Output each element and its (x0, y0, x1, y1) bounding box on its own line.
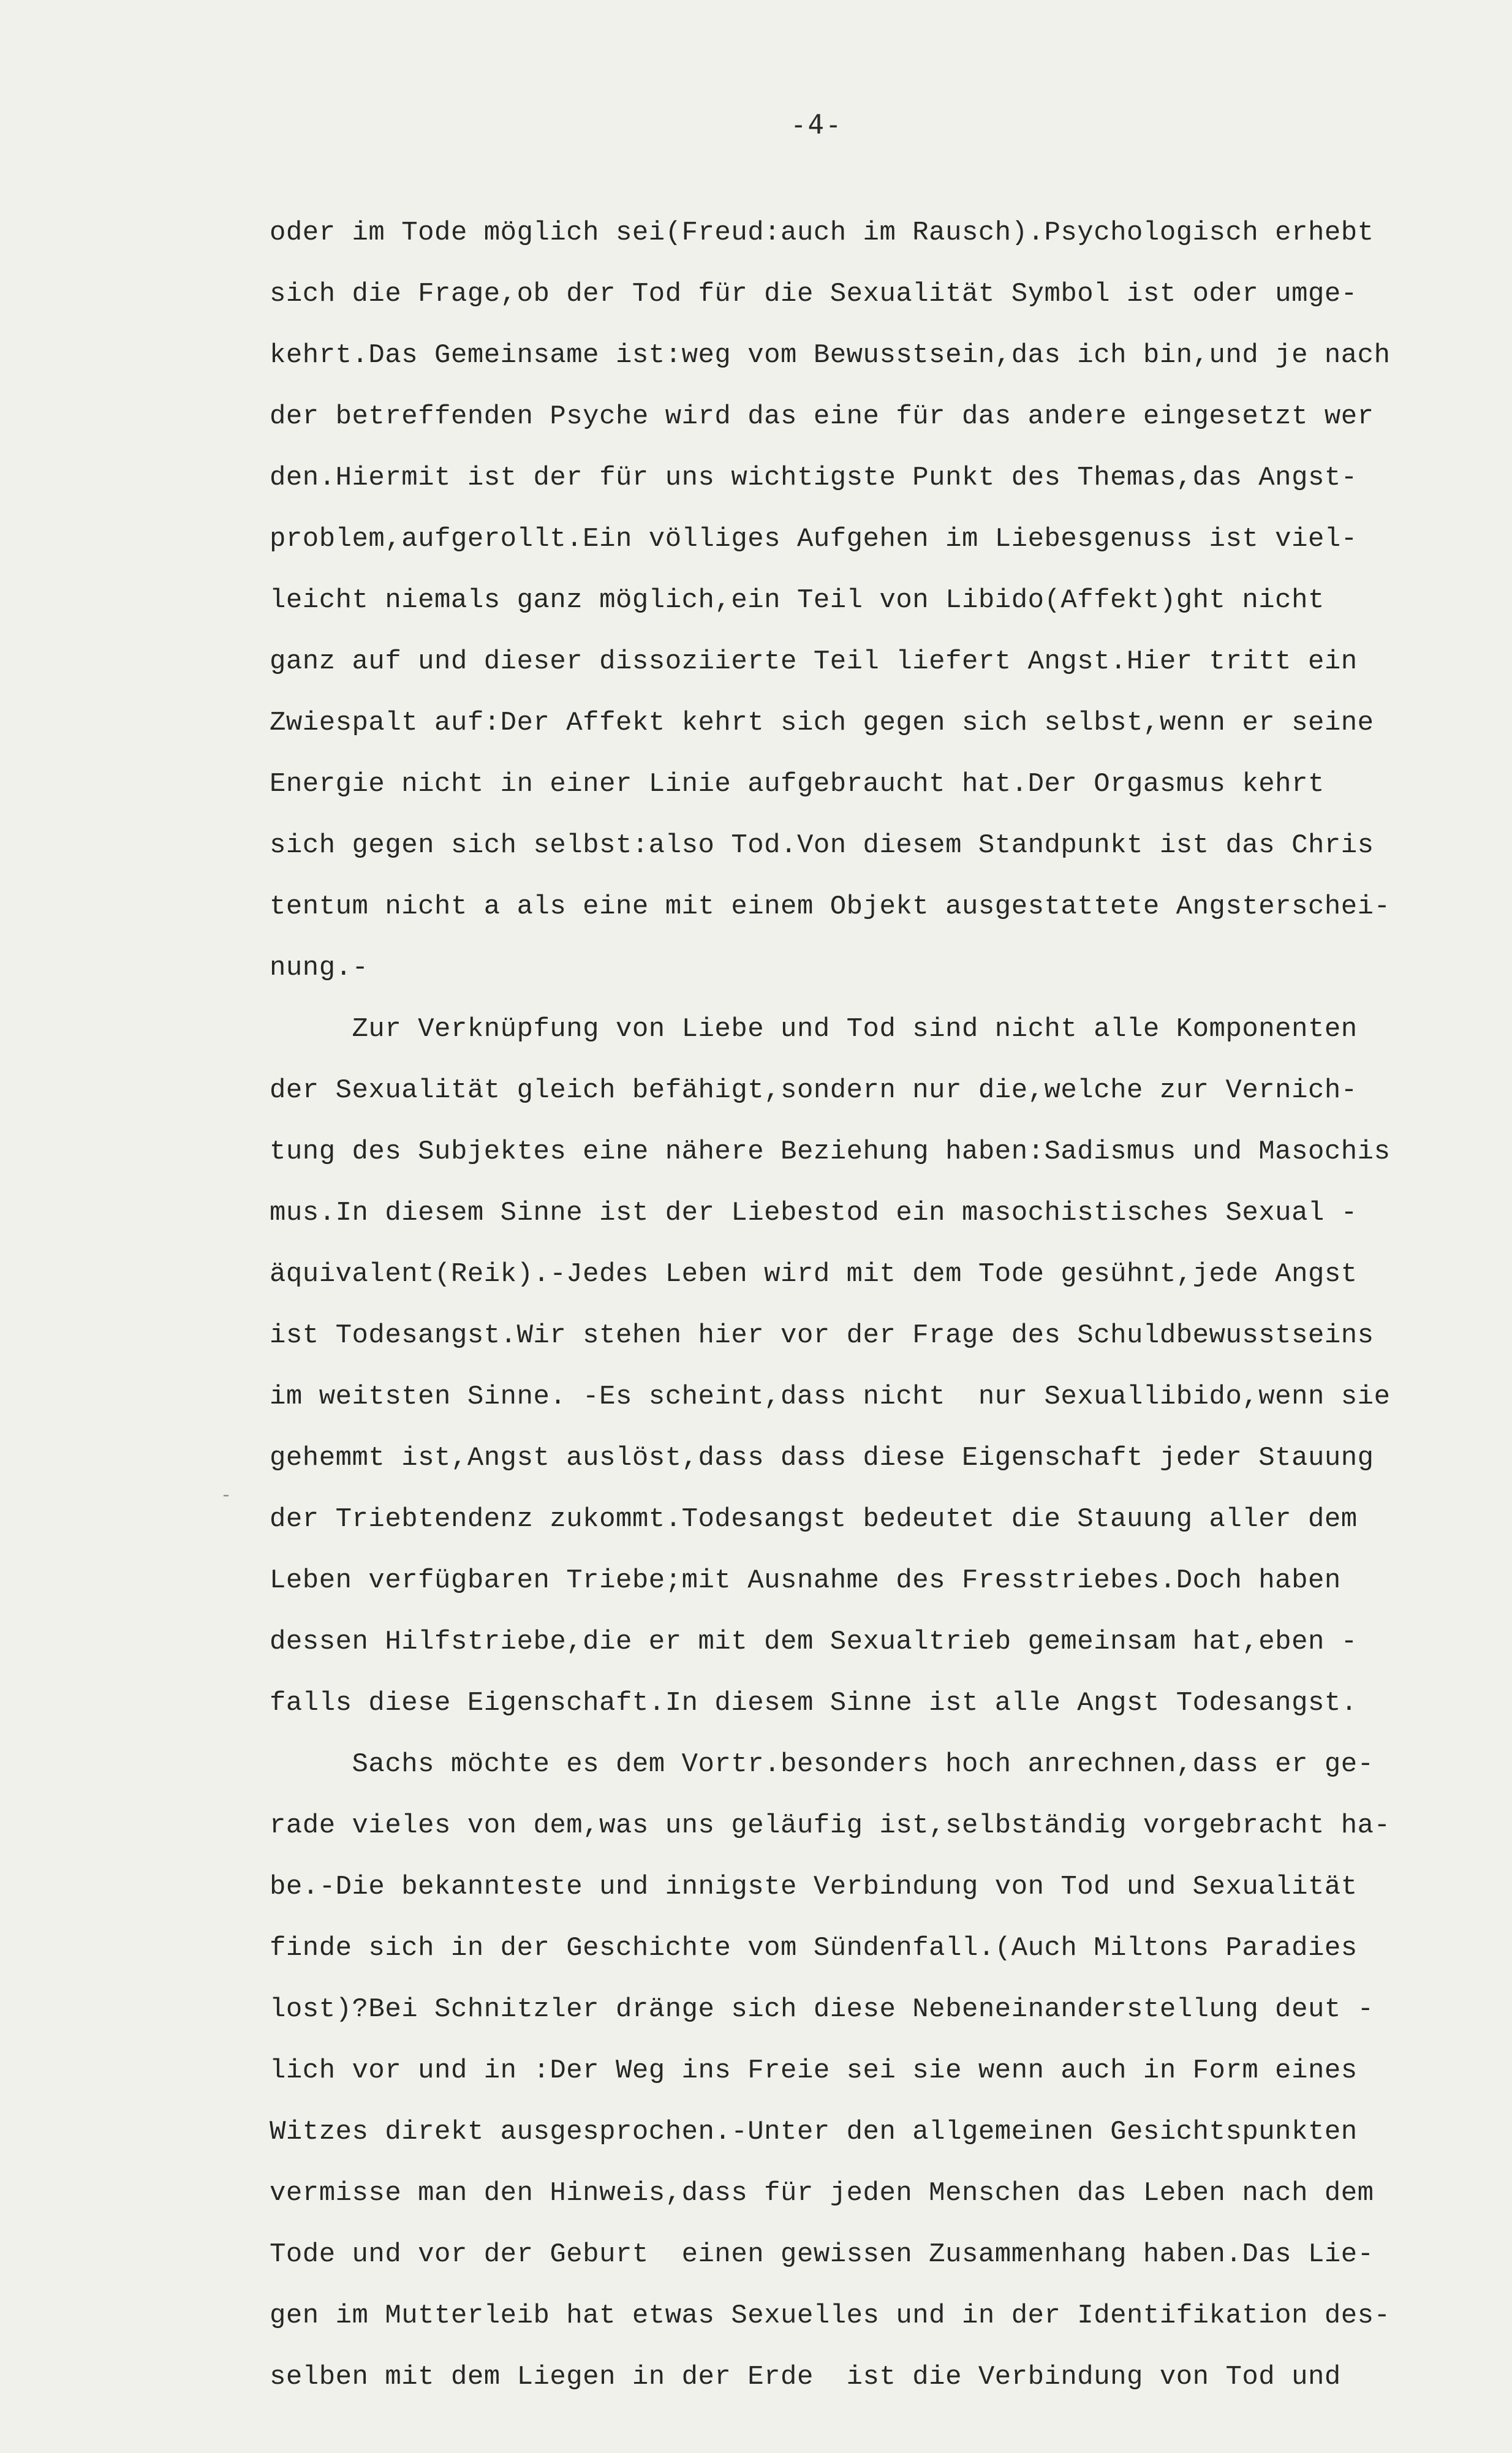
text-line: lost)?Bei Schnitzler dränge sich diese Nebeneinanderstellung deut - (270, 1994, 1374, 2025)
text-line: sich die Frage,ob der Tod für die Sexualität Symbol ist oder umge- (270, 279, 1358, 309)
text-line: falls diese Eigenschaft.In diesem Sinne ist alle Angst Todesangst. (270, 1688, 1358, 1718)
text-line: sich gegen sich selbst:also Tod.Von diesem Standpunkt ist das Chris (270, 830, 1374, 861)
text-line: leicht niemals ganz möglich,ein Teil von Libido(Affekt)ght nicht (270, 585, 1325, 616)
text-line: ist Todesangst.Wir stehen hier vor der Frage des Schuldbewusstseins (270, 1320, 1374, 1351)
text-line: vermisse man den Hinweis,dass für jeden Menschen das Leben nach dem (270, 2178, 1374, 2209)
text-line: finde sich in der Geschichte vom Sündenfall.(Auch Miltons Paradies (270, 1933, 1358, 1964)
text-line: Witzes direkt ausgesprochen.-Unter den allgemeinen Gesichtspunkten (270, 2117, 1358, 2147)
text-line: dessen Hilfstriebe,die er mit dem Sexualtrieb gemeinsam hat,eben - (270, 1627, 1358, 1657)
text-line: gen im Mutterleib hat etwas Sexuelles und in der Identifikation des- (270, 2300, 1391, 2331)
text-line: der Sexualität gleich befähigt,sondern nur die,welche zur Vernich- (270, 1075, 1358, 1106)
text-line: nung.- (270, 953, 369, 983)
text-line: selben mit dem Liegen in der Erde ist die Verbindung von Tod und (270, 2362, 1341, 2392)
text-line: lich vor und in :Der Weg ins Freie sei sie wenn auch in Form eines (270, 2055, 1358, 2086)
typescript-body (270, 202, 1501, 2408)
text-line: Zwiespalt auf:Der Affekt kehrt sich gegen sich selbst,wenn er seine (270, 708, 1374, 738)
text-line: den.Hiermit ist der für uns wichtigste Punkt des Themas,das Angst- (270, 463, 1358, 493)
text-line: äquivalent(Reik).-Jedes Leben wird mit dem Tode gesühnt,jede Angst (270, 1259, 1358, 1290)
text-line: rade vieles von dem,was uns geläufig ist,selbständig vorgebracht ha- (270, 1810, 1391, 1841)
stray-ink-mark: - (221, 1486, 232, 1506)
text-line: Tode und vor der Geburt einen gewissen Zusammenhang haben.Das Lie- (270, 2239, 1374, 2270)
text-line: im weitsten Sinne. -Es scheint,dass nicht nur Sexuallibido,wenn sie (270, 1381, 1391, 1412)
text-line: mus.In diesem Sinne ist der Liebestod ein masochistisches Sexual - (270, 1198, 1358, 1228)
text-line: der betreffenden Psyche wird das eine für das andere eingesetzt wer (270, 401, 1374, 432)
text-line: tentum nicht a als eine mit einem Objekt ausgestattete Angsterschei- (270, 891, 1391, 922)
text-line: problem,aufgerollt.Ein völliges Aufgehen im Liebesgenuss ist viel- (270, 524, 1358, 554)
text-line: tung des Subjektes eine nähere Beziehung haben:Sadismus und Masochis (270, 1136, 1391, 1167)
paragraph-start-line: Zur Verknüpfung von Liebe und Tod sind nicht alle Komponenten (270, 1014, 1358, 1045)
text-line: Leben verfügbaren Triebe;mit Ausnahme des Fresstriebes.Doch haben (270, 1565, 1341, 1596)
text-line: oder im Tode möglich sei(Freud:auch im Rausch).Psychologisch erhebt (270, 217, 1374, 248)
text-line: ganz auf und dieser dissoziierte Teil liefert Angst.Hier tritt ein (270, 646, 1358, 677)
page-number: -4- (790, 109, 843, 140)
text-line: kehrt.Das Gemeinsame ist:weg vom Bewusstsein,das ich bin,und je nach (270, 340, 1391, 371)
text-line: der Triebtendenz zukommt.Todesangst bedeutet die Stauung aller dem (270, 1504, 1358, 1535)
paragraph-start-line: Sachs möchte es dem Vortr.besonders hoch anrechnen,dass er ge- (270, 1749, 1374, 1780)
text-line: gehemmt ist,Angst auslöst,dass dass diese Eigenschaft jeder Stauung (270, 1443, 1374, 1473)
text-line: Energie nicht in einer Linie aufgebraucht hat.Der Orgasmus kehrt (270, 769, 1325, 799)
text-line: be.-Die bekannteste und innigste Verbindung von Tod und Sexualität (270, 1872, 1358, 1902)
